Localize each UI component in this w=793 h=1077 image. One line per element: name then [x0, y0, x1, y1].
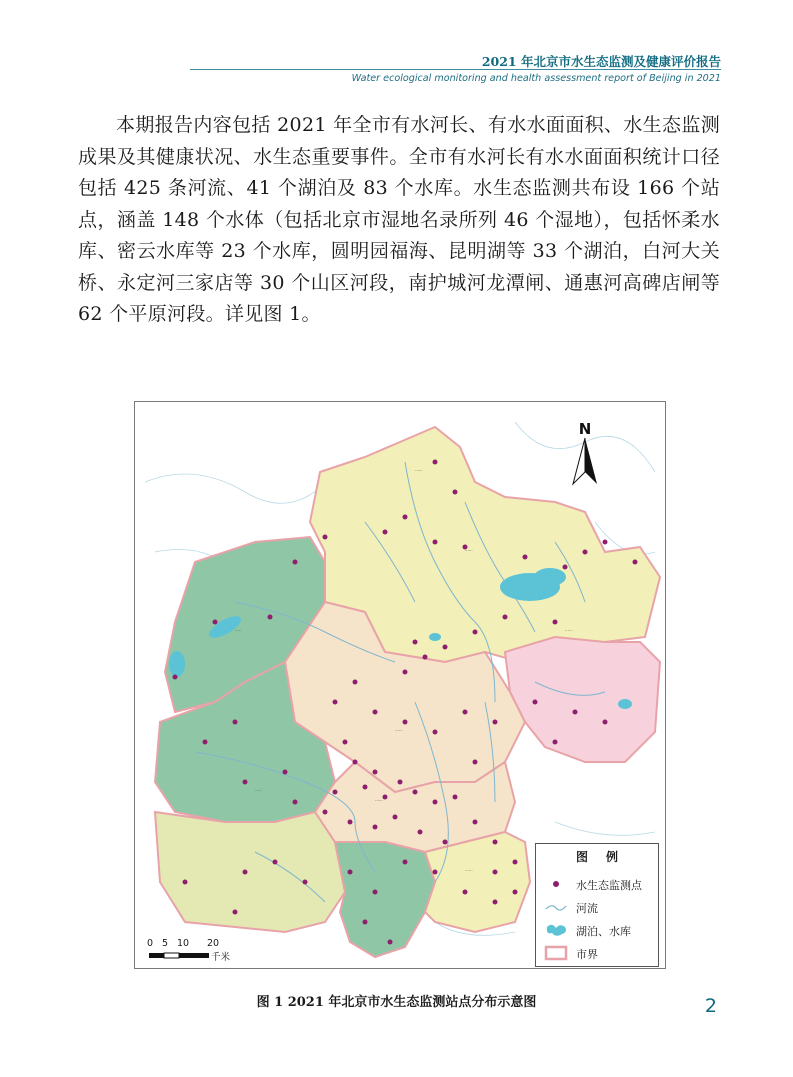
legend-item-river: 河流 [536, 897, 658, 917]
report-title: 2021 年北京市水生态监测及健康评价报告 [481, 54, 721, 69]
svg-text:·····: ····· [235, 628, 242, 633]
svg-text:······: ······ [375, 798, 383, 803]
page-number: 2 [704, 995, 717, 1017]
scale-tick-20: 20 [207, 938, 220, 949]
svg-text:······: ······ [465, 868, 473, 873]
report-subtitle: Water ecological monitoring and health assessment report of Beijing in 2021 [351, 73, 721, 84]
station-dot-icon [544, 876, 568, 892]
scale-unit: 千米 [211, 952, 231, 963]
svg-text:······: ······ [415, 468, 423, 473]
legend-item-station: 水生态监测点 [536, 874, 658, 894]
lake-shape-icon [544, 922, 568, 938]
river-line-icon [544, 899, 568, 915]
svg-text:·····: ····· [255, 788, 262, 793]
svg-text:N: N [578, 420, 592, 438]
page-header [0, 0, 793, 90]
svg-text:······: ······ [465, 548, 473, 553]
svg-text:······: ······ [565, 628, 573, 633]
map-legend [535, 843, 659, 967]
boundary-box-icon [544, 945, 568, 961]
scale-bar [147, 938, 257, 964]
figure-caption: 图 1 2021 年北京市水生态监测站点分布示意图 [256, 995, 537, 1010]
scale-tick-5: 5 [162, 938, 169, 949]
scale-tick-10: 10 [177, 938, 190, 949]
legend-item-lake: 湖泊、水库 [536, 920, 658, 940]
header-divider [190, 69, 721, 70]
legend-title: 图例 [575, 850, 636, 864]
north-arrow-icon [567, 420, 603, 490]
body-paragraph: 本期报告内容包括 2021 年全市有水河长、有水水面面积、水生态监测成果及其健康状况、水生态重要事件。全市有水河长有水水面面积统计口径包括 425 条河流、41 个湖泊及 83 个水库。水生态监测共布设 166 个站点，涵盖 148 个水体（包括北京市湿地名录所列 46 个湿地），包括怀柔水库、密云水库等 23 个水库，圆明园福海、昆明湖等 33 个湖泊，白河大关桥、永定河三家店等 30 个山区河段，南护城河龙潭闸、通惠河高碑店闸等 62 个平原河段。详见图 1。 [78, 114, 720, 325]
scale-tick-0: 0 [147, 938, 154, 949]
legend-item-boundary: 市界 [536, 943, 658, 963]
svg-text:······: ······ [395, 728, 403, 733]
